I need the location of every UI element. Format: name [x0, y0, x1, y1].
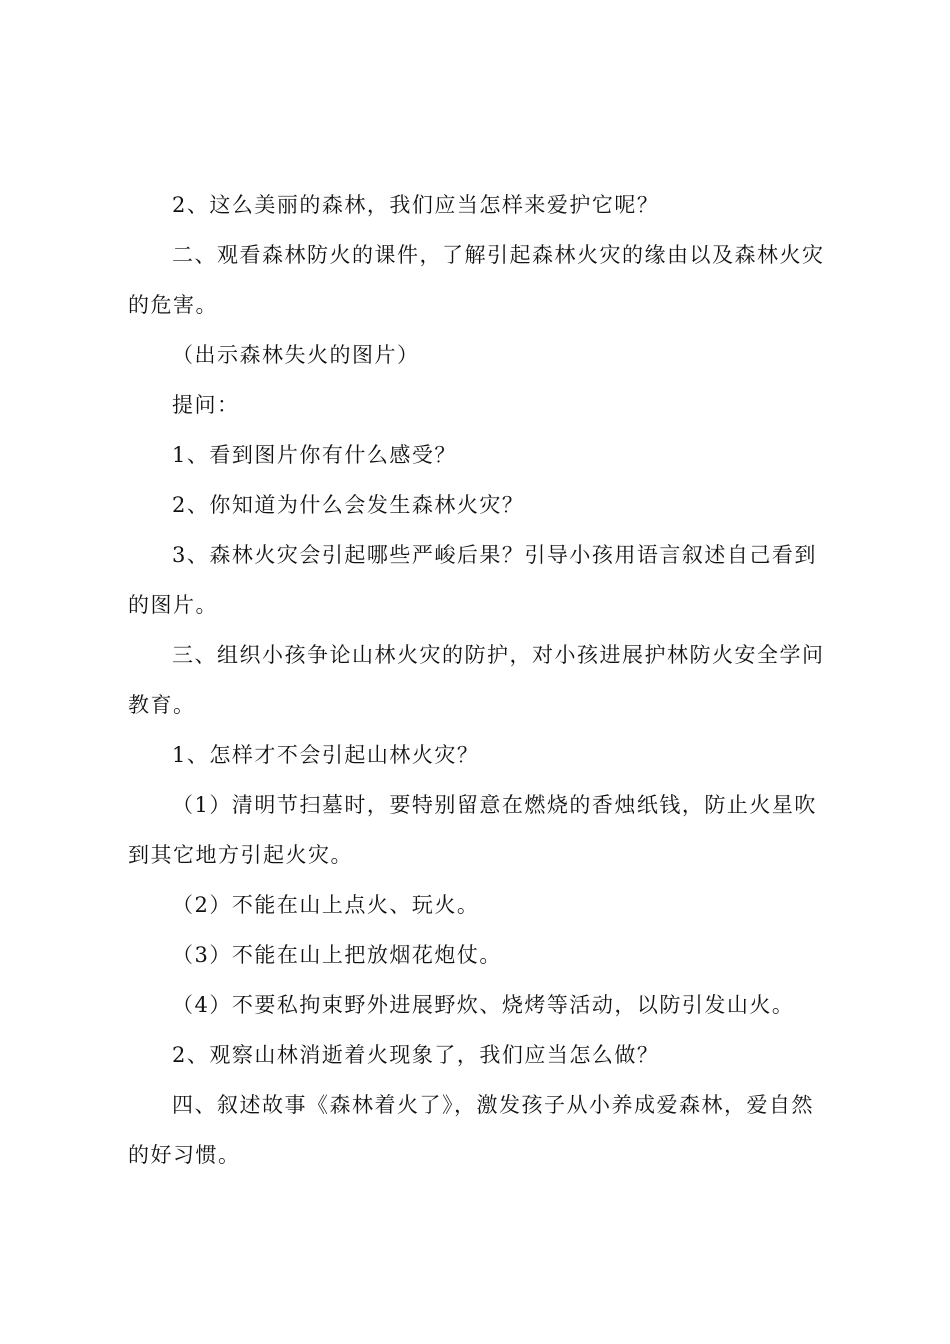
- paragraph-ask: 提问：: [172, 393, 240, 417]
- paragraph-ask-1: 1、看到图片你有什么感受？: [172, 443, 457, 467]
- paragraph-show-picture: （出示森林失火的图片）: [172, 343, 420, 367]
- paragraph-rule-4: （4）不要私拘束野外进展野炊、烧烤等活动，以防引发山火。: [172, 993, 795, 1017]
- paragraph-ask-3: 3、森林火灾会引起哪些严峻后果？引导小孩用语言叙述自己看到的图片。: [128, 543, 817, 617]
- paragraph-prevention-1: 1、怎样才不会引起山林火灾？: [172, 743, 480, 767]
- paragraph-section-4: 四、叙述故事《森林着火了》，激发孩子从小养成爱森林，爱自然的好习惯。: [128, 1093, 814, 1167]
- paragraph-rule-3: （3）不能在山上把放烟花炮仗。: [172, 943, 502, 967]
- paragraph-prevention-2: 2、观察山林消逝着火现象了，我们应当怎么做？: [172, 1043, 660, 1067]
- paragraph-rule-1: （1）清明节扫墓时，要特别留意在燃烧的香烛纸钱，防止火星吹到其它地方引起火灾。: [128, 793, 817, 867]
- paragraph-section-2: 二、观看森林防火的课件，了解引起森林火灾的缘由以及森林火灾的危害。: [128, 243, 825, 317]
- paragraph-ask-2: 2、你知道为什么会发生森林火灾？: [172, 493, 525, 517]
- paragraph-question-2: 2、这么美丽的森林，我们应当怎样来爱护它呢？: [172, 193, 660, 217]
- paragraph-rule-2: （2）不能在山上点火、玩火。: [172, 893, 480, 917]
- paragraph-section-3: 三、组织小孩争论山林火灾的防护，对小孩进展护林防火安全学问教育。: [128, 643, 825, 717]
